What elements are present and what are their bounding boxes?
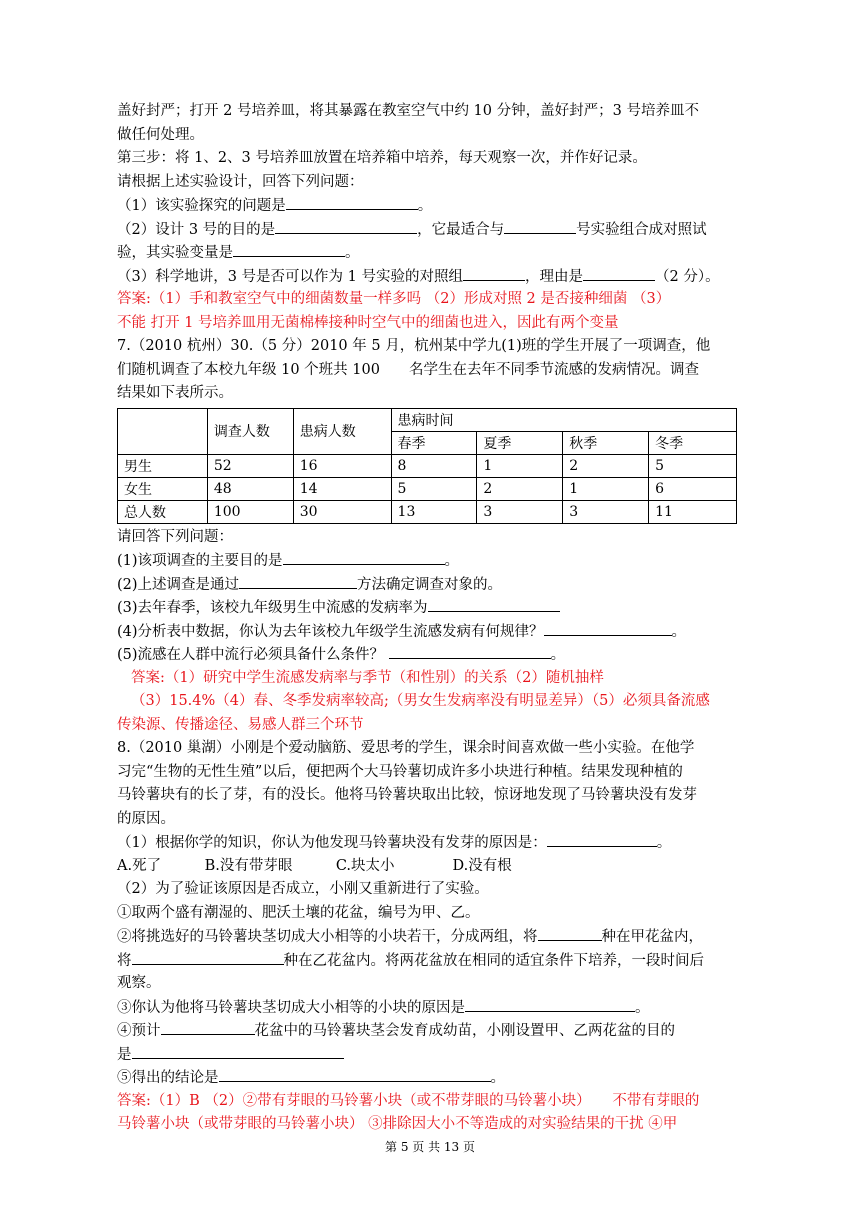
table-cell: 6	[649, 477, 737, 500]
answer-blank[interactable]	[275, 218, 417, 234]
answer-blank[interactable]	[544, 620, 672, 636]
question-line: ⑤得出的结论是 。	[117, 1066, 739, 1090]
text-line: 盖好封严；打开 2 号培养皿，将其暴露在教室空气中约 10 分钟，盖好封严；3 号培养皿不	[117, 103, 699, 119]
answer-blank[interactable]	[538, 925, 602, 941]
answer-line: 答案:（1）B （2）②带有芽眼的马铃薯小块（或不带芽眼的马铃薯小块） 不带有芽眼的	[117, 1092, 700, 1109]
table-cell: 11	[649, 500, 737, 523]
table-cell: 2	[563, 454, 649, 477]
table-cell: 16	[293, 454, 391, 477]
text-line: 8.（2010 巢湖）小刚是个爱动脑筋、爱思考的学生，课余时间喜欢做一些小实验。在他学	[117, 740, 695, 756]
table-cell: 52	[207, 454, 293, 477]
text-line: 们随机调查了本校九年级 10 个班共 100 名学生在去年不同季节流感的发病情况。调查	[117, 361, 699, 378]
answer-line: 答案:（1）研究中学生流感发病率与季节（和性别）的关系（2）随机抽样	[131, 669, 604, 686]
table-cell: 48	[207, 477, 293, 500]
text-line: 请回答下列问题：	[117, 528, 233, 545]
document-page	[117, 100, 739, 1137]
table-cell: 5	[649, 454, 737, 477]
options-line: A.死了 B.没有带芽眼 C.块太小 D.没有根	[117, 857, 512, 874]
page-footer: 第 5 页 共 13 页	[385, 1140, 475, 1154]
answer-line: 答案:（1）手和教室空气中的细菌数量一样多吗 （2）形成对照 2 是否接种细菌 （3）	[117, 291, 671, 307]
table-header-cell: 冬季	[649, 431, 737, 454]
answer-line: 马铃薯小块（或带芽眼的马铃薯小块） ③排除因大小不等造成的对实验结果的干扰 ④甲	[117, 1116, 678, 1132]
table-cell: 100	[207, 500, 293, 523]
answer-blank[interactable]	[428, 596, 560, 612]
answer-blank[interactable]	[504, 218, 576, 234]
question-line: （3）科学地讲，3 号是否可以作为 1 号实验的对照组 ，理由是 （2 分）。	[117, 265, 739, 289]
table-cell: 2	[477, 477, 563, 500]
survey-table	[117, 408, 737, 524]
table-cell: 女生	[118, 477, 208, 500]
question-line: 是	[117, 1043, 739, 1067]
table-header-cell: 春季	[391, 431, 477, 454]
answer-blank[interactable]	[132, 1043, 344, 1059]
answer-blank[interactable]	[239, 573, 357, 589]
question-line: (3)去年春季，该校九年级男生中流感的发病率为	[117, 596, 739, 620]
text-line: 的原因。	[117, 810, 175, 827]
answer-blank[interactable]	[283, 549, 445, 565]
table-header-cell: 秋季	[563, 431, 649, 454]
question-line: (2)上述调查是通过 方法确定调查对象的。	[117, 573, 739, 597]
question-line: (4)分析表中数据，你认为去年该校九年级学生流感发病有何规律？ 。	[117, 620, 739, 644]
text-line: 请根据上述实验设计，回答下列问题：	[117, 173, 364, 190]
question-line: ④预计 花盆中的马铃薯块茎会发育成幼苗，小刚设置甲、乙两花盆的目的	[117, 1019, 739, 1043]
answer-line: 不能 打开 1 号培养皿用无菌棉棒接种时空气中的细菌也进入，因此有两个变量	[117, 314, 619, 331]
question-line: ③你认为他将马铃薯块茎切成大小相等的小块的原因是 。	[117, 996, 739, 1020]
table-cell: 3	[477, 500, 563, 523]
answer-blank[interactable]	[286, 194, 418, 210]
text-line: 7.（2010 杭州）30.（5 分）2010 年 5 月，杭州某中学九(1)班的学生开展了一项调查，他	[117, 338, 711, 354]
table-header-cell: 患病人数	[293, 408, 391, 454]
table-header-cell: 患病时间	[391, 408, 736, 431]
text-line: 马铃薯块有的长了芽，有的没长。他将马铃薯块取出比较，惊讶地发现了马铃薯块没有发芽	[117, 787, 697, 803]
table-row	[118, 500, 737, 523]
answer-line: 传染源、传播途径、易感人群三个环节	[117, 716, 364, 733]
text-line: ①取两个盛有潮湿的、肥沃土壤的花盆，编号为甲、乙。	[117, 904, 480, 921]
text-line: 结果如下表所示。	[117, 385, 233, 401]
question-line: (5)流感在人群中流行必须具备什么条件？ 。	[117, 643, 739, 667]
text-line: （2）为了验证该原因是否成立，小刚又重新进行了实验。	[117, 881, 489, 897]
table-cell: 8	[391, 454, 477, 477]
table-cell: 3	[563, 500, 649, 523]
table-row	[118, 454, 737, 477]
question-line: 验，其实验变量是 。	[117, 241, 739, 265]
table-row	[118, 477, 737, 500]
question-line: （1）该实验探究的问题是 。	[117, 194, 739, 218]
question-line: （1）根据你学的知识，你认为他发现马铃薯块没有发芽的原因是： 。	[117, 831, 739, 855]
answer-blank[interactable]	[132, 949, 284, 965]
text-line: 观察。	[117, 975, 161, 991]
table-header-cell: 夏季	[477, 431, 563, 454]
table-cell: 30	[293, 500, 391, 523]
text-line: 第三步：将 1、2、3 号培养皿放置在培养箱中培养，每天观察一次，并作好记录。	[117, 150, 647, 166]
text-line: 做任何处理。	[117, 126, 204, 143]
table-cell: 1	[563, 477, 649, 500]
question-line: ②将挑选好的马铃薯块茎切成大小相等的小块若干，分成两组，将 种在甲花盆内，	[117, 925, 739, 949]
table-cell: 男生	[118, 454, 208, 477]
answer-blank[interactable]	[583, 265, 655, 281]
table-cell: 14	[293, 477, 391, 500]
table-cell: 13	[391, 500, 477, 523]
question-line: 将 种在乙花盆内。将两花盆放在相同的适宜条件下培养，一段时间后	[117, 949, 739, 973]
answer-blank[interactable]	[219, 1066, 491, 1082]
table-header-row	[118, 408, 737, 431]
table-cell: 1	[477, 454, 563, 477]
answer-blank[interactable]	[161, 1019, 255, 1035]
question-line: (1)该项调查的主要目的是 。	[117, 549, 739, 573]
answer-blank[interactable]	[233, 241, 345, 257]
question-line: （2）设计 3 号的目的是 ，它最适合与 号实验组合成对照试	[117, 218, 739, 242]
answer-blank[interactable]	[463, 265, 525, 281]
answer-blank[interactable]	[547, 831, 657, 847]
answer-blank[interactable]	[389, 643, 551, 659]
table-corner-cell	[118, 408, 208, 454]
table-cell: 总人数	[118, 500, 208, 523]
answer-blank[interactable]	[465, 996, 635, 1012]
table-cell: 5	[391, 477, 477, 500]
text-line: 习完“生物的无性生殖”以后，便把两个大马铃薯切成许多小块进行种植。结果发现种植的	[117, 763, 683, 780]
table-header-cell: 调查人数	[207, 408, 293, 454]
answer-line: （3）15.4%（4）春、冬季发病率较高;（男女生发病率没有明显差异）（5）必须具备流感	[131, 693, 710, 709]
